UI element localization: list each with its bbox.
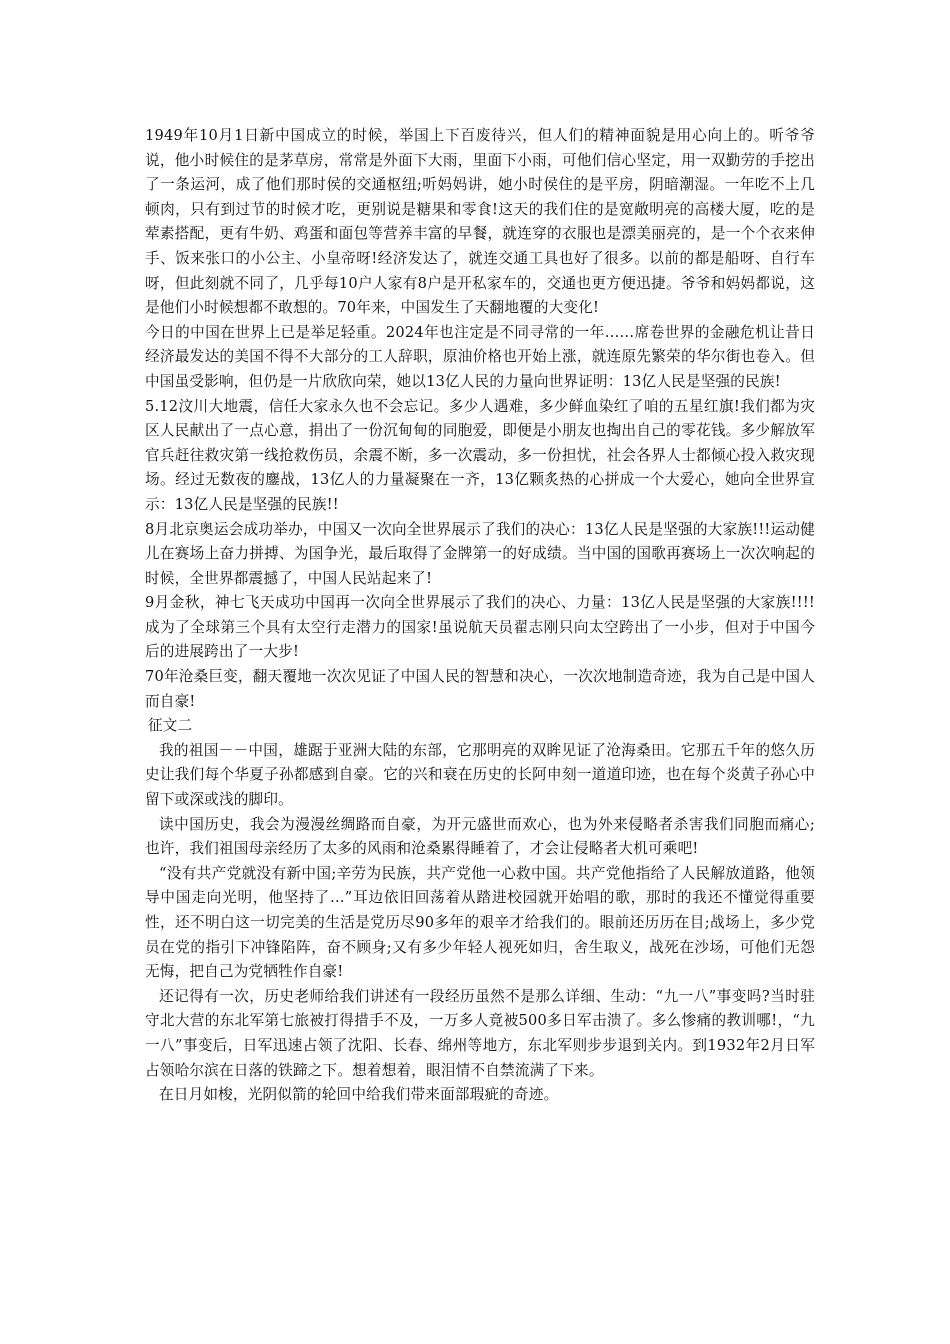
essay2-paragraph-2: 读中国历史，我会为漫漫丝绸路而自豪，为开元盛世而欢心，也为外来侵略者杀害我们同胞而痛心;也许，我们祖国母亲经历了太多的风雨和沧桑累得睡着了，才会让侵略者大机可乘吧! [145,815,815,858]
essay2-paragraph-3: “没有共产党就没有新中国;辛劳为民族，共产党他一心救中国。共产党他指给了人民解放道路，他领导中国走向光明，他坚持了…”耳边依旧回荡着从踏进校园就开始唱的歌，那时的我还不懂觉得重要性，还不明白这一切完美的生活是党历尽90多年的艰辛才给我们的。眼前还历历在目;战场上，多少党员在党的指引下冲锋陷阵，奋不顾身;又有多少年轻人视死如归，舍生取义，战死在沙场，可他们无怨无悔，把自己为党牺牲作自豪! [145,864,815,981]
essay2-paragraph-1: 我的祖国－－中国，雄踞于亚洲大陆的东部，它那明亮的双眸见证了沧海桑田。它那五千年的悠久历史让我们每个华夏子孙都感到自豪。它的兴和衰在历史的长阿申刻一道道印迹，也在每个炎黄子孙心中留下或深或浅的脚印。 [145,741,815,809]
essay1-paragraph-2: 今日的中国在世界上已是举足轻重。2024年也注定是不同寻常的一年……席卷世界的金融危机让昔日经济最发达的美国不得不大部分的工人辞职，原油价格也开始上涨，就连原先繁荣的华尔街也卷入。但中国虽受影响，但仍是一片欣欣向荣，她以13亿人民的力量向世界证明：13亿人民是坚强的民族! [145,323,815,390]
document-body [145,124,815,1108]
essay2-paragraph-4: 还记得有一次，历史老师给我们讲述有一段经历虽然不是那么详细、生动：“九一八”事变吗?当时驻守北大营的东北军第七旅被打得措手不及，一万多人竟被500多日军击溃了。多么惨痛的教训哪!，“九一八”事变后，日军迅速占领了沈阳、长春、绵州等地方，东北军则步步退到关内。到1932年2月日军占领哈尔滨在日落的铁蹄之下。想着想着，眼泪情不自禁流满了下来。 [145,987,815,1079]
essay1-paragraph-6: 70年沧桑巨变，翻天覆地一次次见证了中国人民的智慧和决心，一次次地制造奇迹，我为自己是中国人而自豪! [145,668,815,710]
essay1-paragraph-3: 5.12汶川大地震，信任大家永久也不会忘记。多少人遇难，多少鲜血染红了咱的五星红旗!我们都为灾区人民献出了一点心意，捐出了一份沉甸甸的同胞爱，即便是小朋友也掏出自己的零花钱。多少解放军官兵赶往救灾第一线抢救伤员，余震不断，多一次震动，多一份担忧，社会各界人士都倾心投入救灾现场。经过无数夜的鏖战，13亿人的力量凝聚在一齐，13亿颗炙热的心拼成一个大爱心，她向全世界宣示：13亿人民是坚强的民族!! [145,397,815,513]
section-title: 征文二 [148,717,193,735]
essay2-paragraph-5: 在日月如梭，光阴似箭的轮回中给我们带来面部瑕疵的奇迹。 [159,1086,559,1104]
essay1-paragraph-4: 8月北京奥运会成功举办，中国又一次向全世界展示了我们的决心：13亿人民是坚强的大家族!!!运动健儿在赛场上奋力拼搏、为国争光，最后取得了金牌第一的好成绩。当中国的国歌再赛场上一次次响起的时候，全世界都震撼了，中国人民站起来了! [145,520,815,587]
essay1-paragraph-5: 9月金秋，神七飞天成功中国再一次向全世界展示了我们的决心、力量：13亿人民是坚强的大家族!!!!成为了全球第三个具有太空行走潜力的国家!虽说航天员翟志刚只向太空跨出了一小步，但对于中国今后的进展跨出了一大步! [145,594,815,661]
essay1-paragraph-1: 1949年10月1日新中国成立的时候，举国上下百废待兴，但人们的精神面貌是用心向上的。听爷爷说，他小时候住的是茅草房，常常是外面下大雨，里面下小雨，可他们信心坚定，用一双勤劳的手挖出了一条运河，成了他们那时侯的交通枢纽;听妈妈讲，她小时侯住的是平房，阴暗潮湿。一年吃不上几顿肉，只有到过节的时候才吃，更别说是糖果和零食!这天的我们住的是宽敞明亮的高楼大厦，吃的是荤素搭配，更有牛奶、鸡蛋和面包等营养丰富的早餐，就连穿的衣服也是漂美丽亮的，是一个个衣来伸手、饭来张口的小公主、小皇帝呀!经济发达了，就连交通工具也好了很多。以前的都是船呀、自行车呀，但此刻就不同了，几乎每10户人家有8户是开私家车的，交通也更方便迅捷。爷爷和妈妈都说，这是他们小时候想都不敢想的。70年来，中国发生了天翻地覆的大变化! [145,127,815,317]
